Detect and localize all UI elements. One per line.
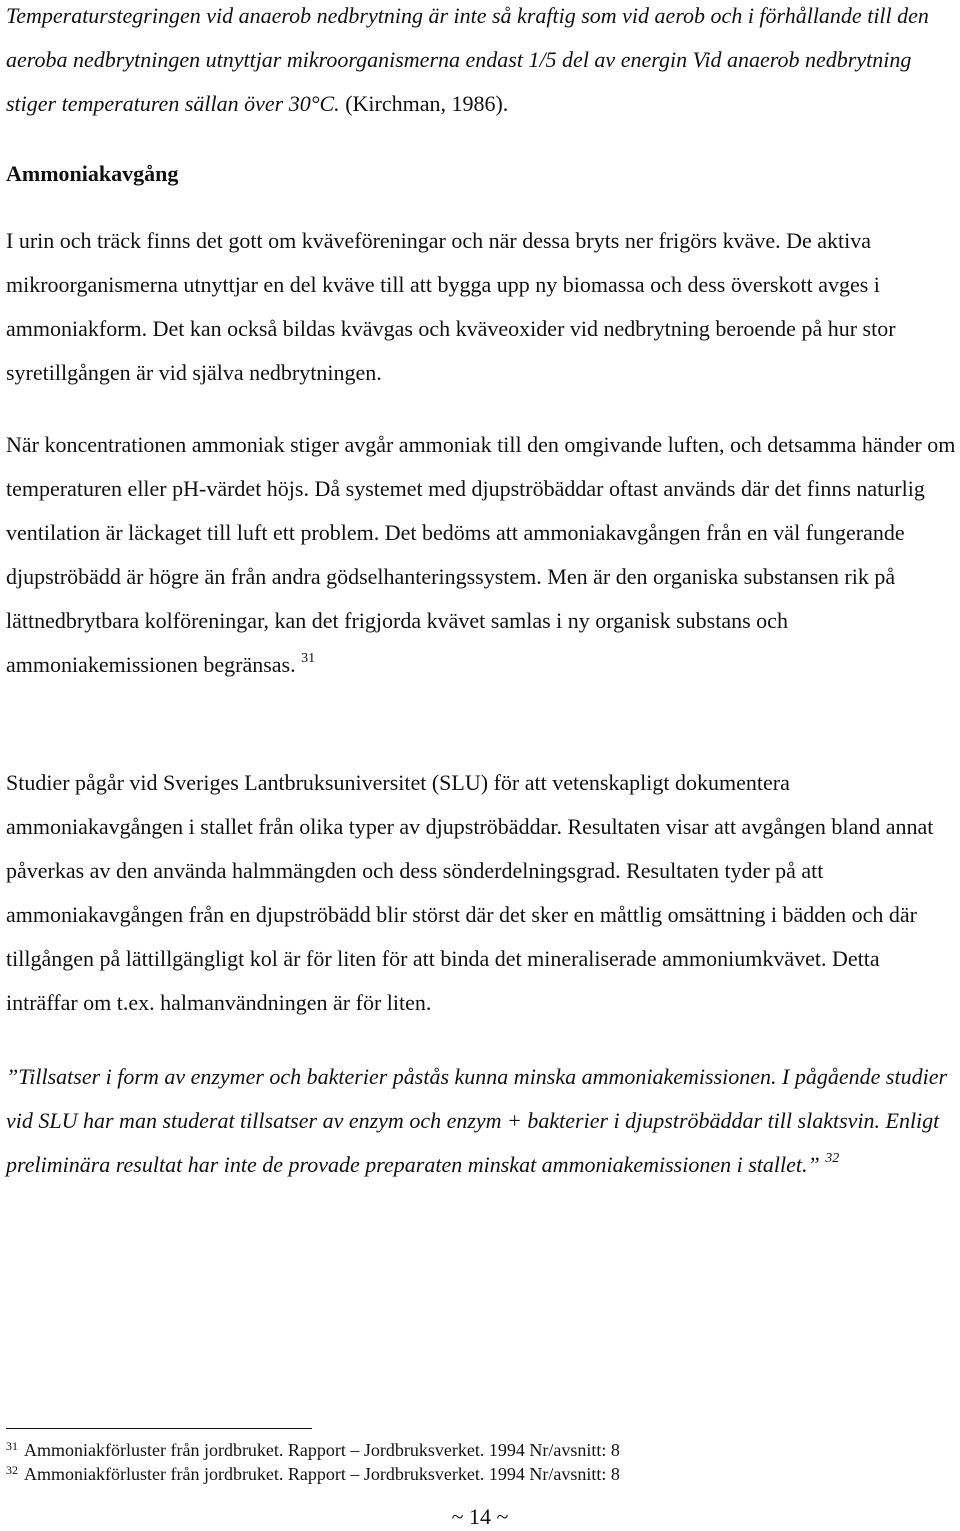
footnote-ref-32: 32 <box>825 1150 840 1166</box>
footnote-number: 31 <box>6 1439 18 1453</box>
intro-quote-paragraph <box>6 0 956 126</box>
section-heading: Ammoniakavgång <box>6 161 179 186</box>
footnote-ref-31: 31 <box>301 650 316 666</box>
page-number: ~ 14 ~ <box>451 1504 509 1529</box>
footnote-number: 32 <box>6 1463 18 1477</box>
footnote-text: Ammoniakförluster från jordbruket. Rapport – Jordbruksverket. 1994 Nr/avsnitt: 8 <box>24 1440 620 1460</box>
footnote-text: Ammoniakförluster från jordbruket. Rapport – Jordbruksverket. 1994 Nr/avsnitt: 8 <box>24 1464 620 1484</box>
paragraph-1: I urin och träck finns det gott om kväveföreningar och när dessa bryts ner frigörs kväve. De aktiva mikroorganismerna utnyttjar en del kväve till att bygga upp ny biomassa och dess överskott avges i ammoniakform. Det kan också bildas kvävgas och kväveoxider vid nedbrytning beroende på hur stor syretillgången är vid själva nedbrytningen. <box>6 228 896 385</box>
paragraph-3: Studier pågår vid Sveriges Lantbruksuniversitet (SLU) för att vetenskapligt dokumentera ammoniakavgången i stallet från olika typer av djupströbäddar. Resultaten visar att avgången bland annat påverkas av den använda halmmängden och dess sönderdelningsgrad. Resultaten tyder på att ammoniakavgången från en djupströbädd blir störst där det sker en måttlig omsättning i bädden och där tillgången på lättillgängligt kol är för liten för att binda det mineraliserade ammoniumkvävet. Detta inträffar om t.ex. halmanvändningen är för liten. <box>6 770 934 1015</box>
paragraph-2-text: När koncentrationen ammoniak stiger avgår ammoniak till den omgivande luften, och detsamma händer om temperaturen eller pH-värdet höjs. Då systemet med djupströbäddar oftast används där det finns naturlig ventilation är läckaget till luft ett problem. Det bedöms att ammoniakavgången från en väl fungerande djupströbädd är högre än från andra gödselhanteringssystem. Men är den organiska substansen rik på lättnedbrytbara kolföreningar, kan det frigjorda kvävet samlas i ny organisk substans och ammoniakemissionen begränsas. <box>6 432 956 677</box>
footnote-31 <box>6 1438 620 1464</box>
intro-quote-citation: (Kirchman, 1986). <box>345 91 509 116</box>
footnote-32 <box>6 1462 620 1488</box>
intro-quote-text: Temperaturstegringen vid anaerob nedbrytning är inte så kraftig som vid aerob och i förhållande till den aeroba nedbrytningen utnyttjar mikroorganismerna endast 1/5 del av energin Vid anaerob nedbrytning stiger temperaturen sällan över 30°C. <box>6 3 929 116</box>
paragraph-2 <box>6 423 956 687</box>
paragraph-4-quote <box>6 1055 956 1187</box>
paragraph-4-text: ”Tillsatser i form av enzymer och bakterier påstås kunna minska ammoniakemissionen. I pågående studier vid SLU har man studerat tillsatser av enzym och enzym + bakterier i djupströbäddar till slaktsvin. Enligt preliminära resultat har inte de provade preparaten minskat ammoniakemissionen i stallet.” <box>6 1064 948 1177</box>
footnote-divider <box>6 1428 312 1429</box>
